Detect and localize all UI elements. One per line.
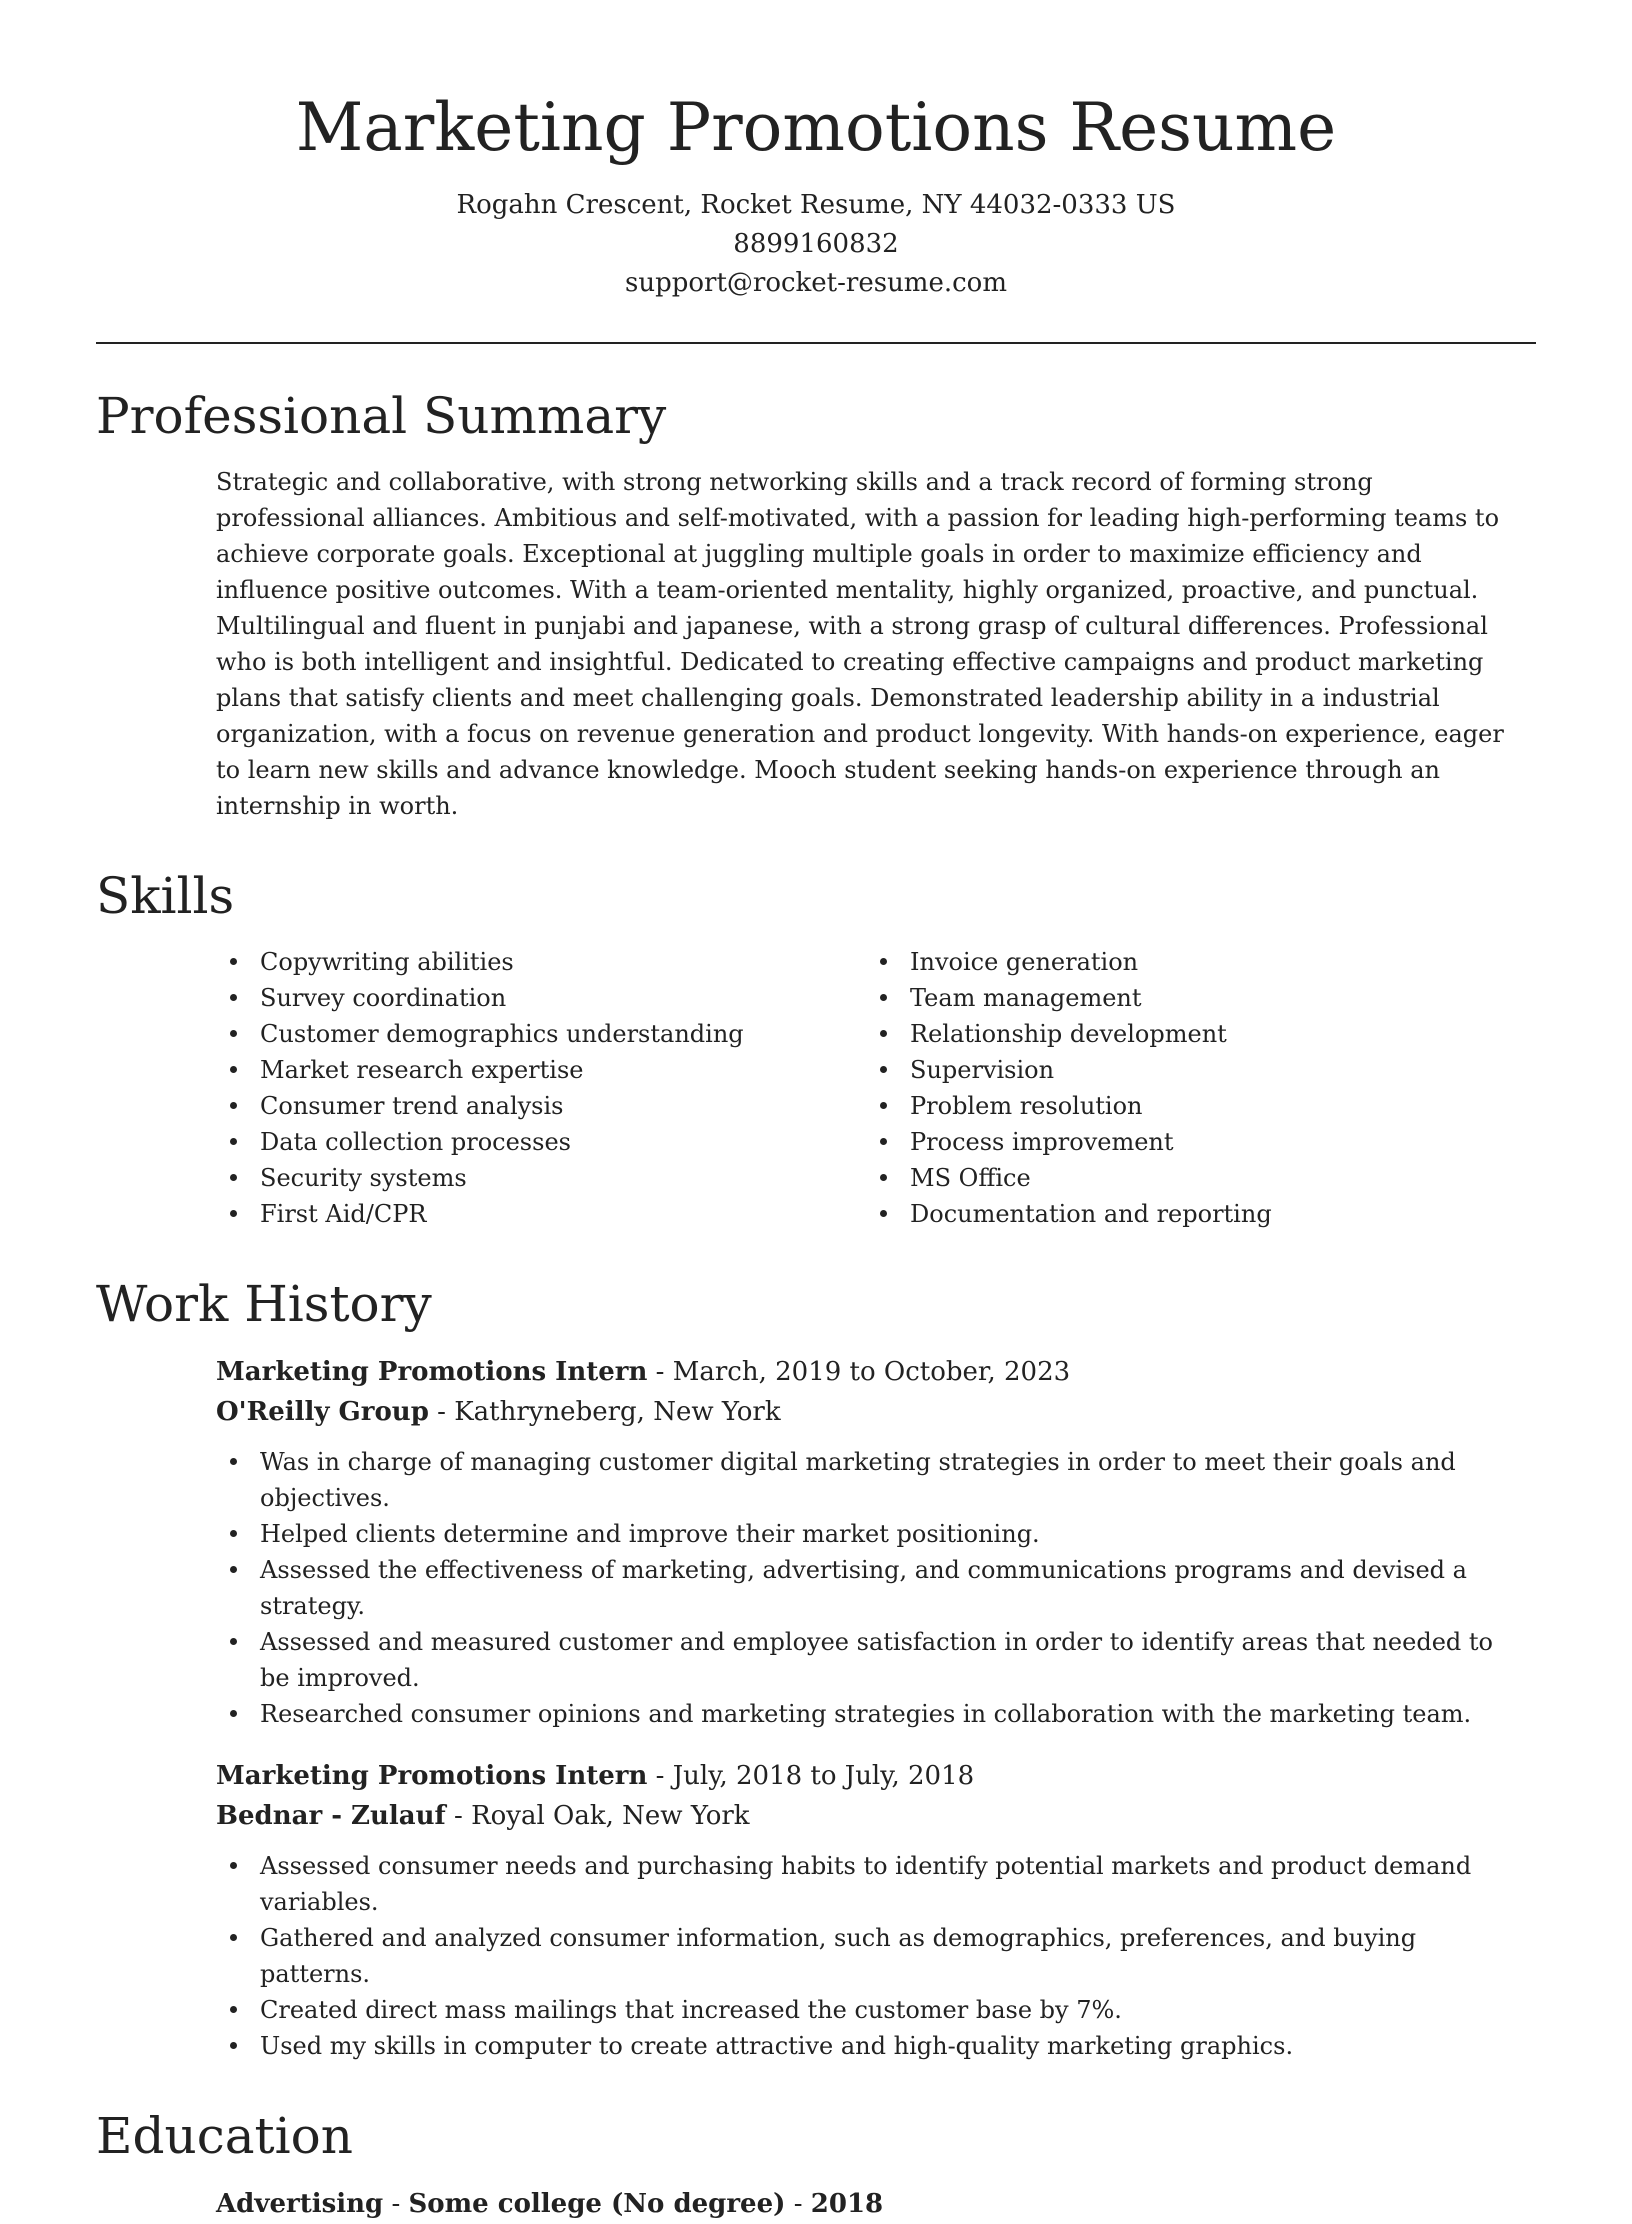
contact-address: Rogahn Crescent, Rocket Resume, NY 44032-0333 US (456, 190, 1176, 220)
job-title: Marketing Promotions Intern (216, 1357, 648, 1387)
job-company: O'Reilly Group (216, 1397, 429, 1427)
job-company: Bednar - Zulauf (216, 1801, 446, 1831)
skills-column-right (866, 944, 1516, 1232)
responsibility-item: Gathered and analyzed consumer information, such as demographics, preferences, and buying patterns. (216, 1920, 1516, 1992)
contact-info (96, 186, 1536, 303)
skill-item: Data collection processes (216, 1124, 866, 1160)
skill-item: Copywriting abilities (216, 944, 866, 980)
skills-column-left (216, 944, 866, 1232)
resume-header (96, 0, 1536, 303)
section-title-work-history: Work History (96, 1275, 432, 1333)
education-degree: Some college (No degree) (408, 2189, 786, 2219)
skill-item: Problem resolution (866, 1088, 1516, 1124)
education-field: Advertising (216, 2189, 384, 2219)
skill-item: Market research expertise (216, 1052, 866, 1088)
job-dates: July, 2018 to July, 2018 (672, 1761, 975, 1791)
header-divider (96, 342, 1536, 344)
job-entry (216, 1352, 1536, 1732)
job-title: Marketing Promotions Intern (216, 1761, 648, 1791)
job-location: Royal Oak, New York (471, 1801, 750, 1831)
skill-item: Invoice generation (866, 944, 1516, 980)
responsibility-item: Created direct mass mailings that increased the customer base by 7%. (216, 1992, 1516, 2028)
skill-item: First Aid/CPR (216, 1196, 866, 1232)
job-employer: O'Reilly Group - Kathryneberg, New York (216, 1397, 781, 1427)
job-entry (216, 1756, 1536, 2064)
responsibility-item: Researched consumer opinions and marketing strategies in collaboration with the marketing team. (216, 1696, 1516, 1732)
responsibility-item: Was in charge of managing customer digital marketing strategies in order to meet their goals and objectives. (216, 1444, 1516, 1516)
summary-text: Strategic and collaborative, with strong networking skills and a track record of forming strong professional alliances. Ambitious and self-motivated, with a passion for leading high-performing teams to achieve corporate goals. Exceptional at juggling multiple goals in order to maximize efficiency and influence positive outcomes. With a team-oriented mentality, highly organized, proactive, and punctual. Multilingual and fluent in punjabi and japanese, with a strong grasp of cultural differences. Professional who is both intelligent and insightful. Dedicated to creating effective campaigns and product marketing plans that satisfy clients and meet challenging goals. Demonstrated leadership ability in a industrial organization, with a focus on revenue generation and product longevity. With hands-on experience, eager to learn new skills and advance knowledge. Mooch student seeking hands-on experience through an internship in worth. (216, 468, 1504, 820)
responsibility-item: Used my skills in computer to create attractive and high-quality marketing graphics. (216, 2028, 1516, 2064)
section-title-skills: Skills (96, 867, 235, 925)
responsibility-item: Assessed and measured customer and employee satisfaction in order to identify areas that needed to be improved. (216, 1624, 1516, 1696)
job-dates: March, 2019 to October, 2023 (672, 1357, 1071, 1387)
contact-email: support@rocket-resume.com (624, 268, 1007, 298)
section-title-summary: Professional Summary (96, 387, 667, 445)
resume-title: Marketing Promotions Resume (295, 89, 1337, 166)
skill-item: Survey coordination (216, 980, 866, 1016)
skill-item: Customer demographics understanding (216, 1016, 866, 1052)
education-entry: Advertising - Some college (No degree) - 2018 (216, 2189, 884, 2219)
skill-item: Relationship development (866, 1016, 1516, 1052)
skill-item: Supervision (866, 1052, 1516, 1088)
contact-phone: 8899160832 (733, 229, 899, 259)
job-heading: Marketing Promotions Intern - March, 2019 to October, 2023 (216, 1357, 1071, 1387)
job-heading: Marketing Promotions Intern - July, 2018 to July, 2018 (216, 1761, 975, 1791)
skill-item: Process improvement (866, 1124, 1516, 1160)
responsibility-item: Assessed the effectiveness of marketing, advertising, and communications programs and devised a strategy. (216, 1552, 1516, 1624)
skill-item: Documentation and reporting (866, 1196, 1516, 1232)
skills-list (216, 944, 1536, 1232)
job-employer: Bednar - Zulauf - Royal Oak, New York (216, 1801, 750, 1831)
job-location: Kathryneberg, New York (454, 1397, 781, 1427)
responsibility-item: Assessed consumer needs and purchasing habits to identify potential markets and product demand variables. (216, 1848, 1516, 1920)
responsibility-item: Helped clients determine and improve their market positioning. (216, 1516, 1516, 1552)
skill-item: MS Office (866, 1160, 1516, 1196)
job-responsibilities (216, 1444, 1516, 1732)
skill-item: Security systems (216, 1160, 866, 1196)
section-title-education: Education (96, 2107, 353, 2165)
skill-item: Team management (866, 980, 1516, 1016)
job-responsibilities (216, 1848, 1516, 2064)
skill-item: Consumer trend analysis (216, 1088, 866, 1124)
education-year: 2018 (810, 2189, 884, 2219)
